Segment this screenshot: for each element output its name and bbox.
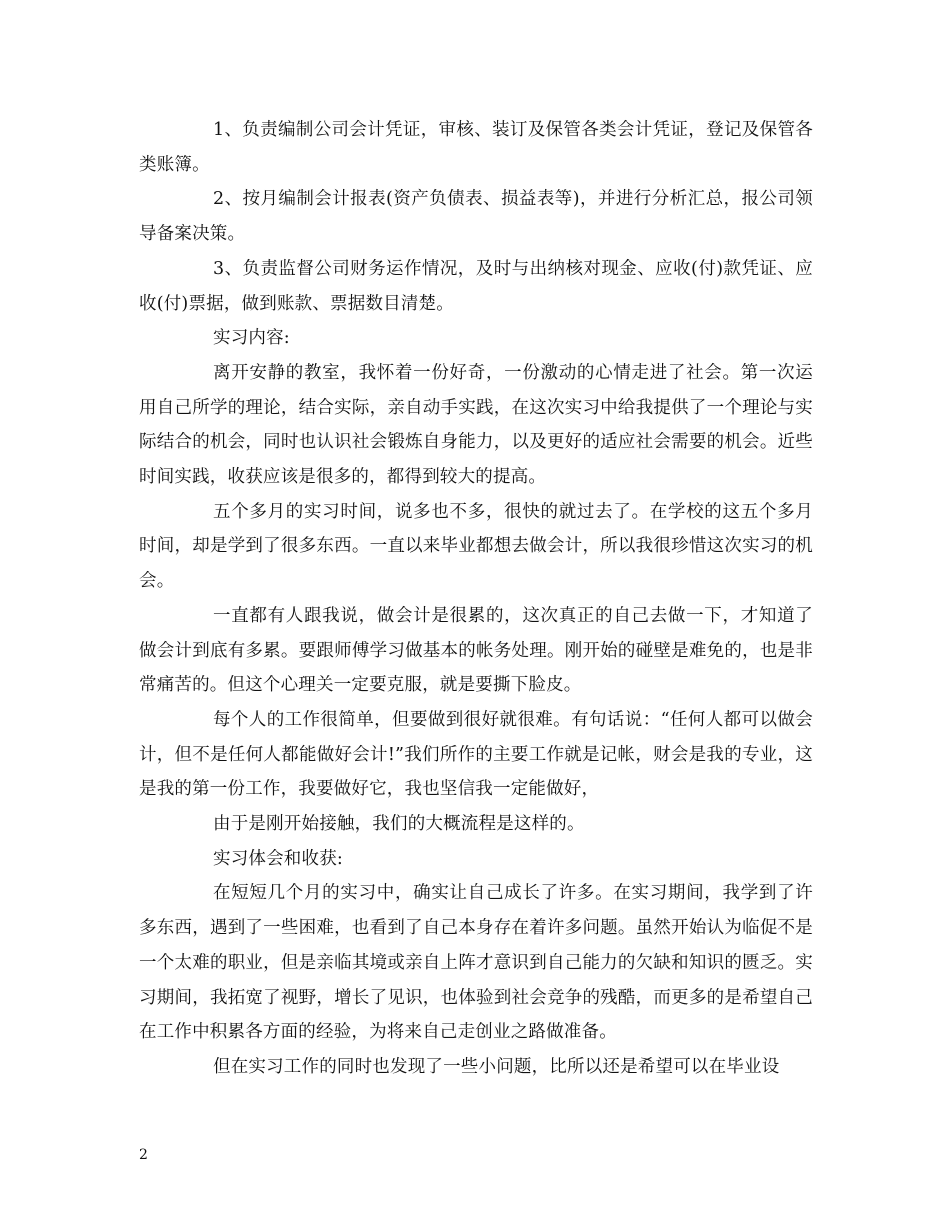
body-paragraph: 由于是刚开始接触，我们的大概流程是这样的。 [213, 814, 585, 835]
duty-item-2: 2、按月编制会计报表(资产负债表、损益表等)，并进行分析汇总，报公司领导备案决策。 [139, 189, 813, 245]
body-paragraph: 每个人的工作很简单，但要做到很好就很难。有句话说：“任何人都可以做会计，但不是任何人都能做好会计!”我们所作的主要工作就是记帐，财会是我的专业，这是我的第一份工作，我要做好它，我也坚信我一定能做好， [139, 709, 813, 800]
body-paragraph: 离开安静的教室，我怀着一份好奇，一份激动的心情走进了社会。第一次运用自己所学的理论，结合实际，亲自动手实践，在这次实习中给我提供了一个理论与实际结合的机会，同时也认识社会锻炼自身能力，以及更好的适应社会需要的机会。近些时间实践，收获应该是很多的，都得到较大的提高。 [139, 362, 813, 488]
body-paragraph: 五个多月的实习时间，说多也不多，很快的就过去了。在学校的这五个多月时间，却是学到了很多东西。一直以来毕业都想去做会计，所以我很珍惜这次实习的机会。 [139, 501, 813, 592]
duty-item-1: 1、负责编制公司会计凭证，审核、装订及保管各类会计凭证，登记及保管各类账簿。 [139, 120, 813, 175]
section-heading-experience: 实习体会和收获: [213, 848, 343, 869]
body-paragraph: 一直都有人跟我说，做会计是很累的，这次真正的自己去做一下，才知道了做会计到底有多累。要跟师傅学习做基本的帐务处理。刚开始的碰壁是难免的，也是非常痛苦的。但这个心理关一定要克服，就是要撕下脸皮。 [139, 605, 813, 696]
page-number: 2 [139, 1147, 148, 1163]
section-heading-internship-content: 实习内容: [213, 328, 290, 349]
body-paragraph: 在短短几个月的实习中，确实让自己成长了许多。在实习期间，我学到了许多东西，遇到了一些困难，也看到了自己本身存在着许多问题。虽然开始认为临促不是一个太难的职业，但是亲临其境或亲自上阵才意识到自己能力的欠缺和知识的匮乏。实习期间，我拓宽了视野，增长了见识，也体验到社会竞争的残酷，而更多的是希望自己在工作中积累各方面的经验，为将来自己走创业之路做准备。 [139, 883, 813, 1043]
document-body [139, 113, 813, 1085]
body-paragraph: 但在实习工作的同时也发现了一些小问题，比所以还是希望可以在毕业设 [213, 1056, 780, 1077]
duty-item-3: 3、负责监督公司财务运作情况，及时与出纳核对现金、应收(付)款凭证、应收(付)票据，做到账款、票据数目清楚。 [139, 258, 813, 314]
